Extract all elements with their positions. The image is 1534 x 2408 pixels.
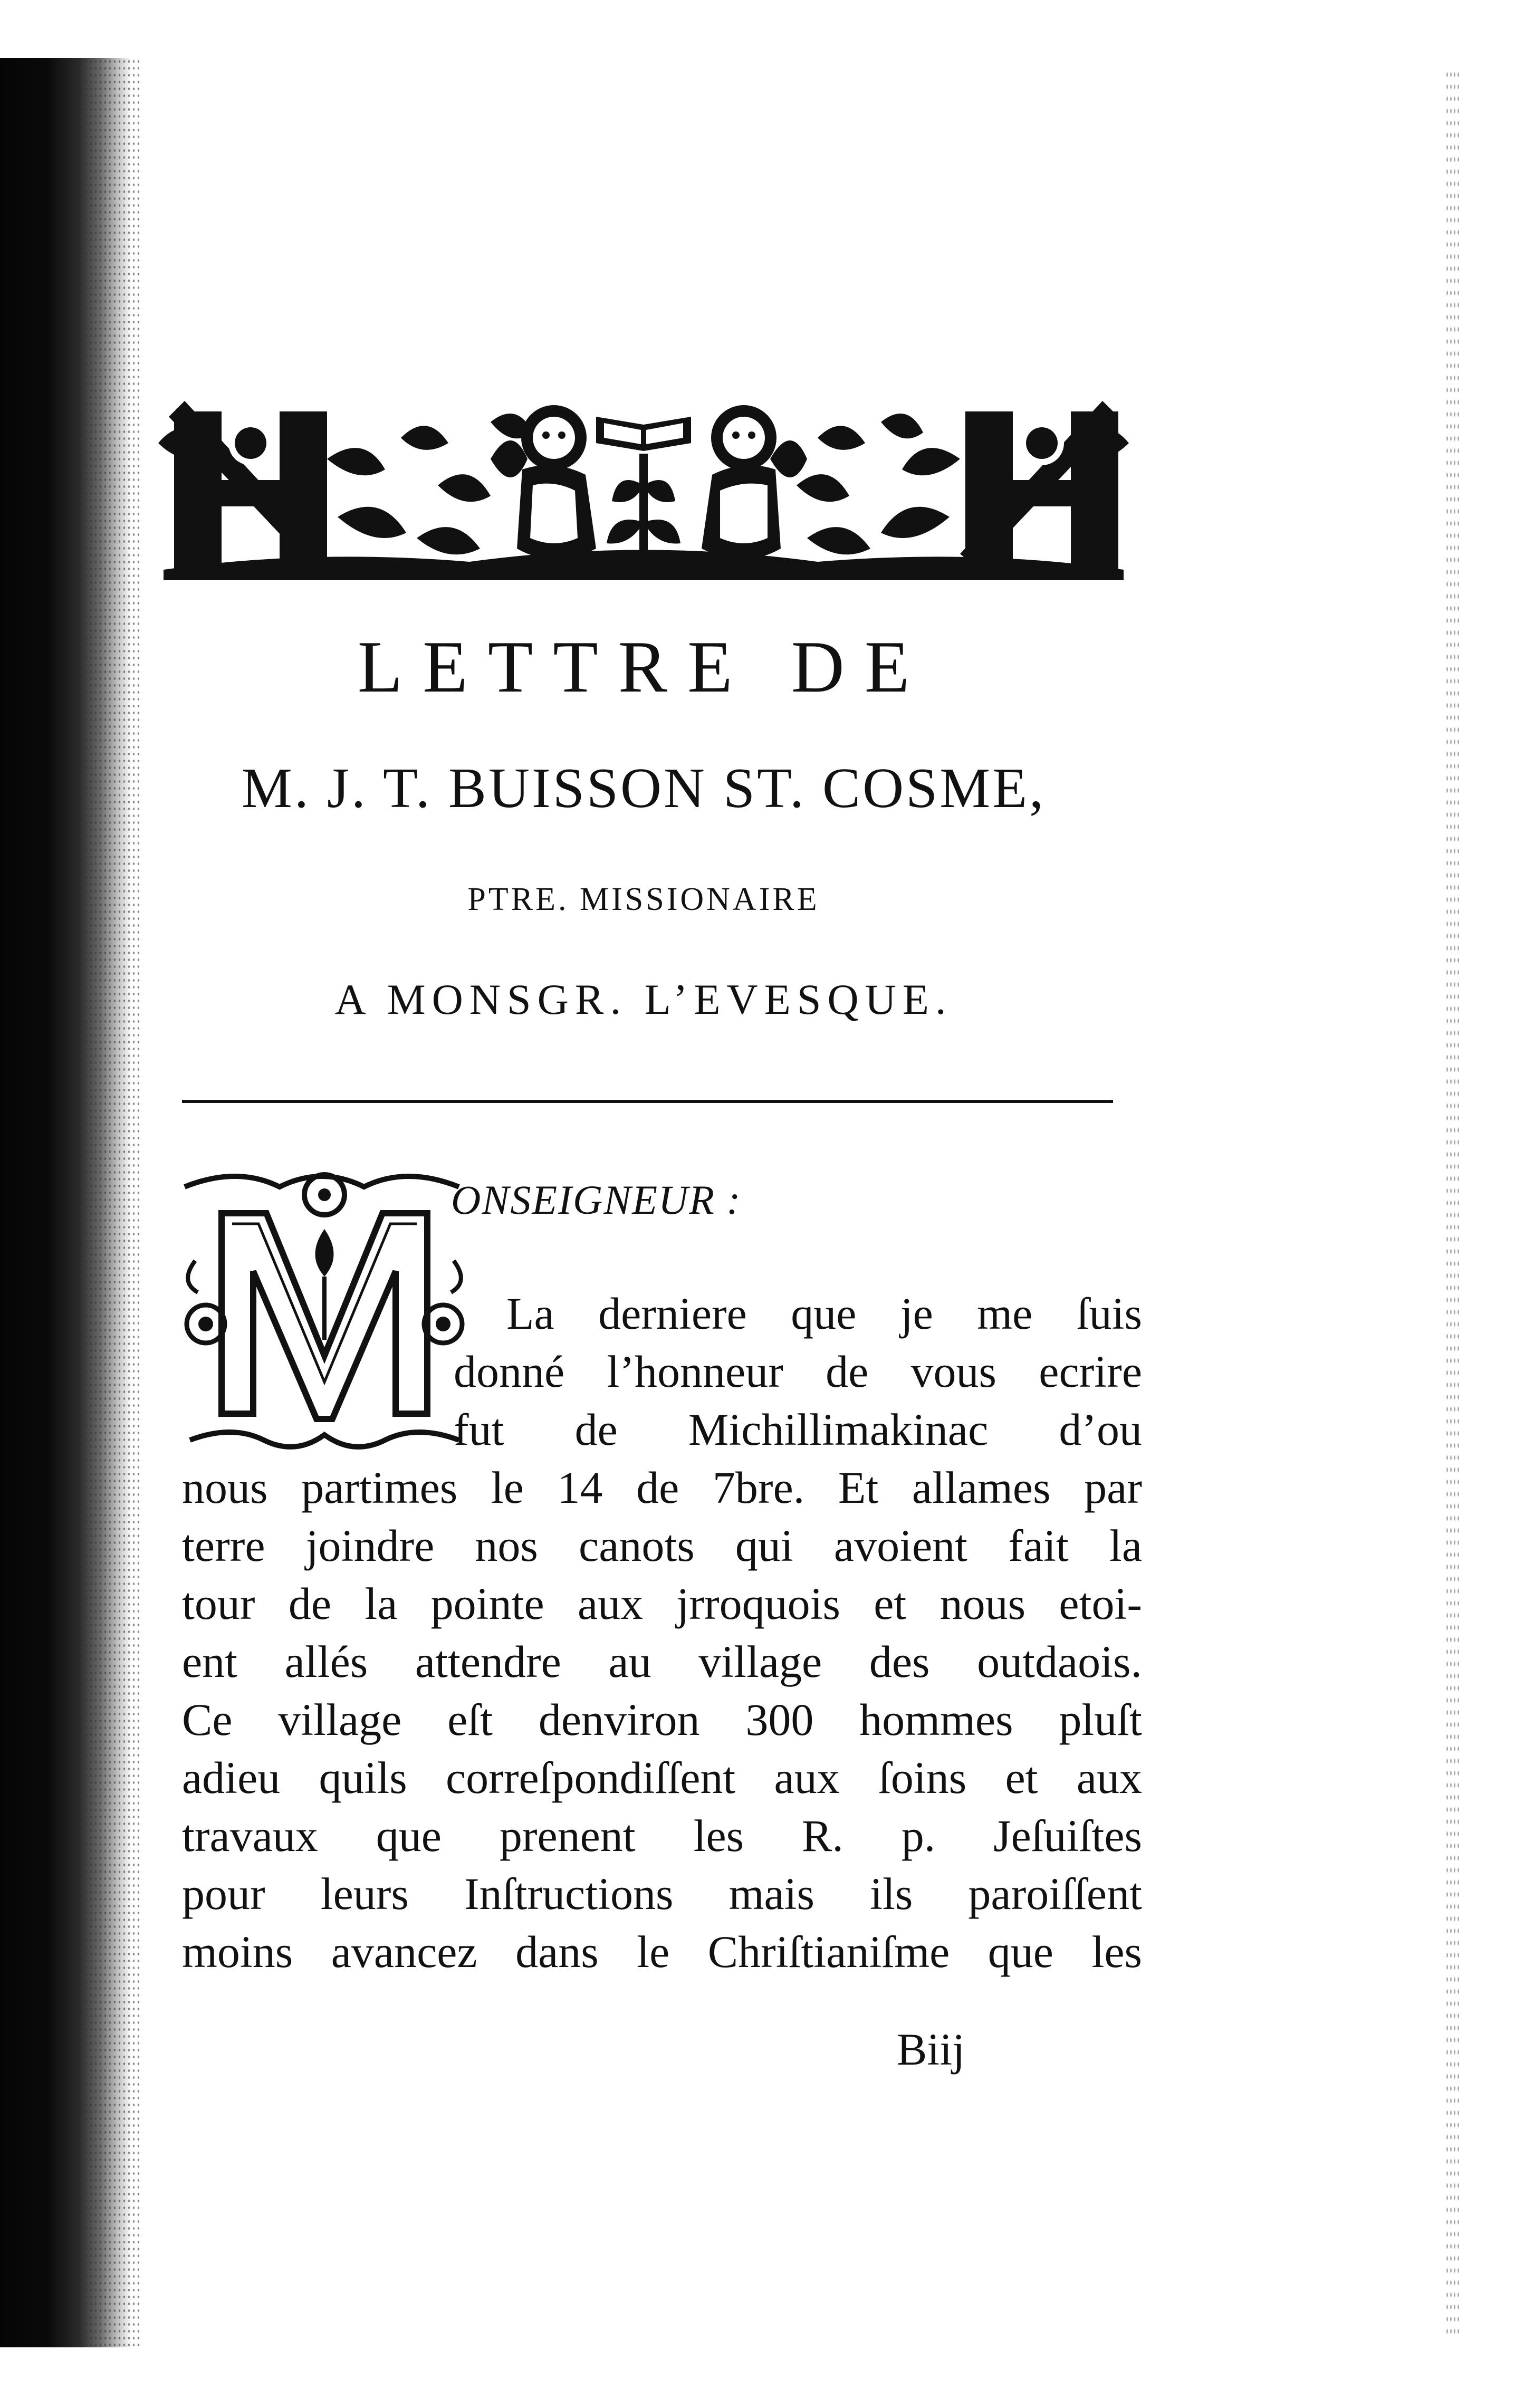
text-line: La derniere que je me ſuis: [506, 1288, 1142, 1339]
author-role: PTRE. MISSIONAIRE: [467, 881, 820, 917]
text-line: Ce village eſt denviron 300 hommes pluſt: [182, 1694, 1142, 1745]
text-line: pour leurs Inſtructions mais ils paroiſſent: [182, 1868, 1142, 1919]
addressee-line: A MONSGR. L’EVESQUE.: [334, 975, 953, 1023]
text-line: terre joindre nos canots qui avoient fait la: [182, 1520, 1142, 1571]
binding-speckle: [79, 58, 142, 2347]
text-line: moins avancez dans le Chriſtianiſme que les: [182, 1926, 1142, 1977]
text-line: donné l’honneur de vous ecrire: [454, 1346, 1142, 1397]
text-line: adieu quils correſpondiſſent aux ſoins et aux: [182, 1752, 1142, 1803]
letter-title: LETTRE DE: [357, 626, 930, 708]
signature-mark: Biij: [897, 2024, 965, 2075]
section-rule: [182, 1100, 1113, 1103]
salutation: ONSEIGNEUR :: [451, 1177, 742, 1223]
text-line: fut de Michillimakinac d’ou: [454, 1404, 1142, 1455]
text-line: travaux que prenent les R. p. Jeſuiſtes: [182, 1810, 1142, 1861]
page-edge-speckle: [1445, 69, 1461, 2337]
ornamental-headpiece: [153, 380, 1134, 580]
author-line: M. J. T. BUISSON ST. COSME,: [241, 757, 1046, 820]
text-line: ent allés attendre au village des outdaois.: [182, 1636, 1142, 1687]
text-line: nous partimes le 14 de 7bre. Et allames par: [182, 1462, 1142, 1513]
text-line: tour de la pointe aux jrroquois et nous etoi-: [182, 1578, 1142, 1629]
ornamental-dropcap: [174, 1166, 475, 1461]
